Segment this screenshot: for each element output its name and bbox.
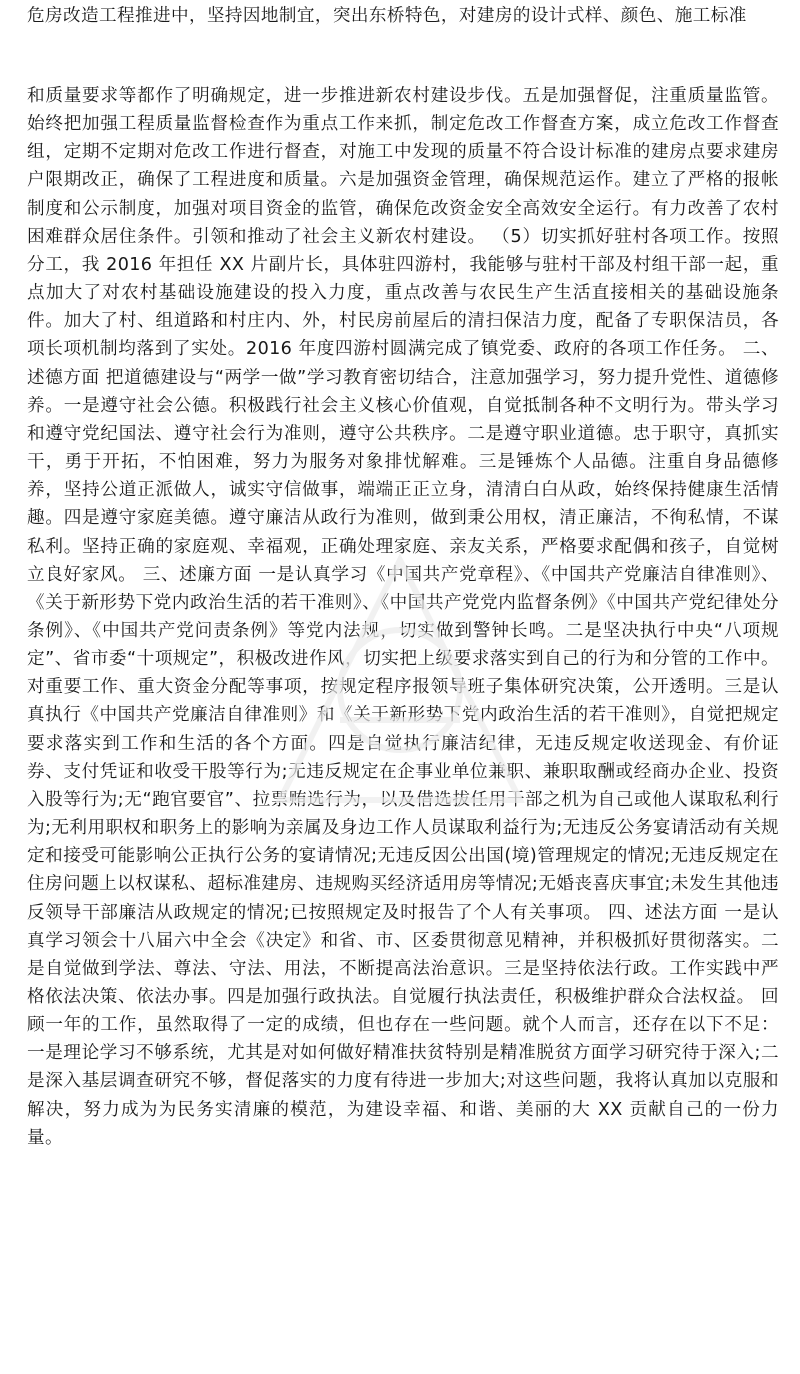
document-body: 和质量要求等都作了明确规定，进一步推进新农村建设步伐。五是加强督促，注重质量监管。始终把加强工程质量监督检查作为重点工作来抓，制定危改工作督查方案，成立危改工作督查组，定期不定期对危改工作进行督查，对施工中发现的质量不符合设计标准的建房点要求建房户限期改正，确保了工程进度和质量。六是加强资金管理，确保规范运作。建立了严格的报帐制度和公示制度，加强对项目资金的监管，确保危改资金安全高效安全运行。有力改善了农村困难群众居住条件。引领和推动了社会主义新农村建设。 （5）切实抓好驻村各项工作。按照分工，我 2016 年担任 XX 片副片长，具体驻四游村，我能够与驻村干部及村组干部一起，重点加大了对农村基础设施建设的投入力度，重点改善与农民生产生活直接相关的基础设施条件。加大了村、组道路和村庄内、外，村民房前屋后的清扫保洁力度，配备了专职保洁员，各项长项机制均落到了实处。2016 年度四游村圆满完成了镇党委、政府的各项工作任务。 二、述德方面 把道德建设与“两学一做”学习教育密切结合，注意加强学习，努力提升党性、道德修养。一是遵守社会公德。积极践行社会主义核心价值观，自觉抵制各种不文明行为。带头学习和遵守党纪国法、遵守社会行为准则，遵守公共秩序。二是遵守职业道德。忠于职守，真抓实干，勇于开拓，不怕困难，努力为服务对象排忧解难。三是锤炼个人品德。注重自身品德修养，坚持公道正派做人，诚实守信做事，端端正正立身，清清白白从政，始终保持健康生活情趣。四是遵守家庭美德。遵守廉洁从政行为准则，做到秉公用权，清正廉洁，不徇私情，不谋私利。坚持正确的家庭观、幸福观，正确处理家庭、亲友关系，严格要求配偶和孩子，自觉树立良好家风。 三、述廉方面 一是认真学习《中国共产党章程》、《中国共产党廉洁自律准则》、《关于新形势下党内政治生活的若干准则》、《中国共产党党内监督条例》《中国共产党纪律处分条例》、《中国共产党问责条例》等党内法规，切实做到警钟长鸣。二是坚决执行中央“八项规定”、省市委“十项规定”，积极改进作风，切实把上级要求落实到自己的行为和分管的工作中。对重要工作、重大资金分配等事项，按规定程序报领导班子集体研究决策，公开透明。三是认真执行《中国共产党廉洁自律准则》和《关于新形势下党内政治生活的若干准则》，自觉把规定要求落实到工作和生活的各个方面。四是自觉执行廉洁纪律，无违反规定收送现金、有价证券、支付凭证和收受干股等行为;无违反规定在企事业单位兼职、兼职取酬或经商办企业、投资入股等行为;无“跑官要官”、拉票贿选行为，以及借选拔任用干部之机为自己或他人谋取私利行为;无利用职权和职务上的影响为亲属及身边工作人员谋取利益行为;无违反公务宴请活动有关规定和接受可能影响公正执行公务的宴请情况;无违反因公出国(境)管理规定的情况;无违反规定在住房问题上以权谋私、超标准建房、违规购买经济适用房等情况;无婚丧喜庆事宜;未发生其他违反领导干部廉洁从政规定的情况;已按照规定及时报告了个人有关事项。 四、述法方面 一是认真学习领会十八届六中全会《决定》和省、市、区委贯彻意见精神，并积极抓好贯彻落实。二是自觉做到学法、尊法、守法、用法，不断提高法治意识。三是坚持依法行政。工作实践中严格依法决策、依法办事。四是加强行政执法。自觉履行执法责任，积极维护群众合法权益。 回顾一年的工作，虽然取得了一定的成绩，但也存在一些问题。就个人而言，还存在以下不足：一是理论学习不够系统，尤其是对如何做好精准扶贫特别是精准脱贫方面学习研究待于深入;二是深入基层调查研究不够，督促落实的力度有待进一步加大;对这些问题，我将认真加以克服和解决，努力成为为民务实清廉的模范，为建设幸福、和谐、美丽的大 XX 贡献自己的一份力量。 [27,86,779,1148]
document-first-line: 危房改造工程推进中，坚持因地制宜，突出东桥特色，对建房的设计式样、颜色、施工标准 [27,6,747,26]
